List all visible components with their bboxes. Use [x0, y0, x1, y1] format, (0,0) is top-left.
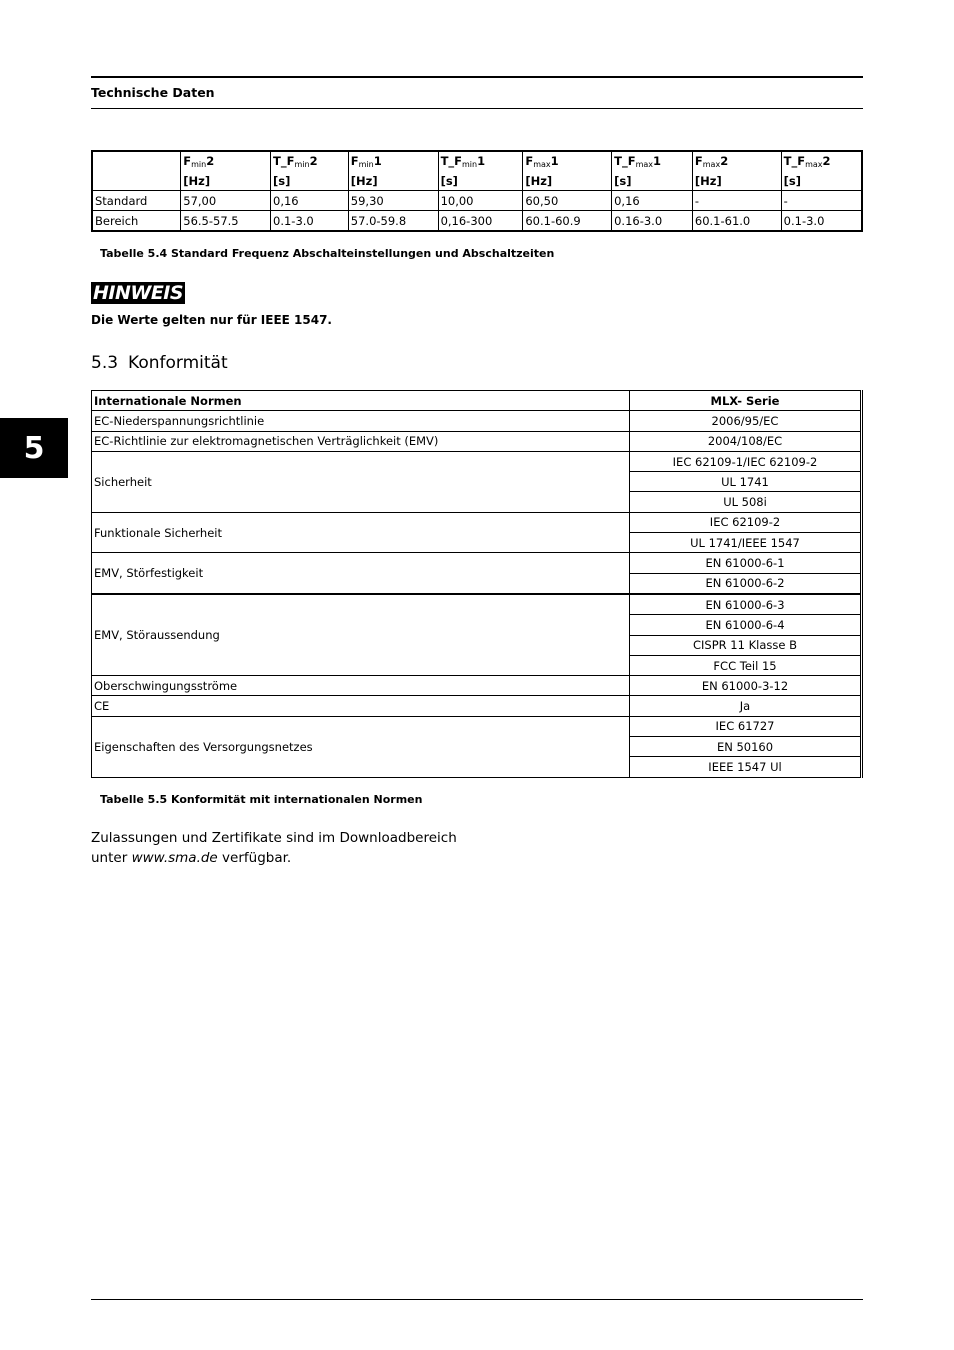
freq-column-header: $F_{min}2$ [181, 151, 271, 171]
freq-cell: 56.5-57.5 [181, 211, 271, 232]
norm-label: EC-Richtlinie zur elektromagnetischen Verträglichkeit (EMV) [92, 431, 630, 451]
hinweis-text: Die Werte gelten nur für IEEE 1547. [91, 313, 332, 327]
freq-row-label: Bereich [92, 211, 181, 232]
norm-value: EN 61000-6-3 [630, 594, 862, 615]
norm-value: IEC 62109-1/IEC 62109-2 [630, 451, 862, 471]
freq-column-header: $T\_F_{max}2$ [781, 151, 862, 171]
body-text-line-1: Zulassungen und Zertifikate sind im Downloadbereich [91, 830, 457, 846]
norm-label: EMV, Störfestigkeit [92, 553, 630, 594]
freq-corner-cell [92, 151, 181, 171]
conformity-table [91, 390, 863, 778]
norm-value: IEEE 1547 Ul [630, 757, 862, 777]
freq-cell: 0,16 [271, 191, 349, 211]
freq-cell: 10,00 [438, 191, 523, 211]
freq-cell: 59,30 [348, 191, 438, 211]
freq-cell: 0,16-300 [438, 211, 523, 232]
freq-column-unit: [Hz] [348, 171, 438, 191]
body-text [91, 829, 457, 868]
norm-label: EC-Niederspannungsrichtlinie [92, 411, 630, 431]
norm-value: EN 61000-6-2 [630, 573, 862, 594]
hinweis-label: HINWEIS [93, 282, 184, 304]
freq-unit-row [92, 171, 862, 191]
norm-value: UL 508i [630, 492, 862, 512]
norm-label: Eigenschaften des Versorgungsnetzes [92, 716, 630, 777]
frequency-table [91, 150, 863, 232]
table-row [92, 696, 862, 716]
norm-value: UL 1741 [630, 472, 862, 492]
freq-cell: 60,50 [523, 191, 612, 211]
norm-header-row [92, 391, 862, 411]
table-row [92, 191, 862, 211]
freq-cell: 60.1-60.9 [523, 211, 612, 232]
norm-label: CE [92, 696, 630, 716]
chapter-tab: 5 [0, 418, 68, 478]
norm-value: CISPR 11 Klasse B [630, 635, 862, 655]
freq-column-unit: [Hz] [181, 171, 271, 191]
freq-cell: 0.16-3.0 [612, 211, 693, 232]
table-row [92, 411, 862, 431]
table-row [92, 451, 862, 471]
freq-corner-cell [92, 171, 181, 191]
freq-column-unit: [s] [438, 171, 523, 191]
freq-column-unit: [s] [271, 171, 349, 191]
website-link[interactable]: www.sma.de [131, 849, 218, 866]
freq-cell: 0,16 [612, 191, 693, 211]
header-rule-bottom [91, 108, 863, 109]
section-number: 5.3 [91, 353, 119, 373]
freq-row-label: Standard [92, 191, 181, 211]
norm-label: EMV, Störaussendung [92, 594, 630, 676]
norm-label: Oberschwingungsströme [92, 676, 630, 696]
norm-value: IEC 62109-2 [630, 512, 862, 532]
footer-rule [91, 1299, 863, 1300]
table-caption-5-5: Tabelle 5.5 Konformität mit internationalen Normen [100, 793, 423, 806]
norm-header-left: Internationale Normen [92, 391, 630, 411]
freq-column-header: $T\_F_{max}1$ [612, 151, 693, 171]
norm-label: Sicherheit [92, 451, 630, 512]
freq-column-header: $F_{max}2$ [692, 151, 781, 171]
body-text-prefix: unter [91, 849, 132, 866]
body-text-line-2 [91, 849, 457, 869]
norm-value: EN 61000-6-4 [630, 615, 862, 635]
freq-column-header: $F_{max}1$ [523, 151, 612, 171]
table-row [92, 512, 862, 532]
freq-column-unit: [Hz] [523, 171, 612, 191]
freq-column-header: $F_{min}1$ [348, 151, 438, 171]
table-caption-5-4: Tabelle 5.4 Standard Frequenz Abschalteinstellungen und Abschaltzeiten [100, 247, 555, 260]
table-row [92, 211, 862, 232]
freq-cell: 60.1-61.0 [692, 211, 781, 232]
body-text-suffix: verfügbar. [217, 849, 292, 866]
table-row [92, 716, 862, 736]
norm-value: UL 1741/IEEE 1547 [630, 533, 862, 553]
freq-column-unit: [s] [781, 171, 862, 191]
freq-cell: - [781, 191, 862, 211]
freq-cell: - [692, 191, 781, 211]
table-row [92, 553, 862, 573]
header-title: Technische Daten [91, 85, 215, 100]
freq-cell: 0.1-3.0 [271, 211, 349, 232]
freq-column-unit: [Hz] [692, 171, 781, 191]
freq-cell: 57.0-59.8 [348, 211, 438, 232]
norm-value: FCC Teil 15 [630, 655, 862, 675]
freq-column-header: $T\_F_{min}2$ [271, 151, 349, 171]
norm-value: IEC 61727 [630, 716, 862, 736]
section-title: Konformität [128, 353, 228, 373]
freq-cell: 0.1-3.0 [781, 211, 862, 232]
freq-column-header: $T\_F_{min}1$ [438, 151, 523, 171]
norm-value: 2004/108/EC [630, 431, 862, 451]
table-row [92, 594, 862, 615]
norm-value: EN 50160 [630, 737, 862, 757]
norm-value: Ja [630, 696, 862, 716]
norm-value: EN 61000-6-1 [630, 553, 862, 573]
table-row [92, 676, 862, 696]
norm-header-right: MLX- Serie [630, 391, 862, 411]
section-heading [91, 353, 228, 373]
freq-cell: 57,00 [181, 191, 271, 211]
norm-value: EN 61000-3-12 [630, 676, 862, 696]
norm-label: Funktionale Sicherheit [92, 512, 630, 553]
header-rule-top [91, 76, 863, 78]
freq-column-unit: [s] [612, 171, 693, 191]
table-row [92, 431, 862, 451]
freq-header-row [92, 151, 862, 171]
norm-value: 2006/95/EC [630, 411, 862, 431]
